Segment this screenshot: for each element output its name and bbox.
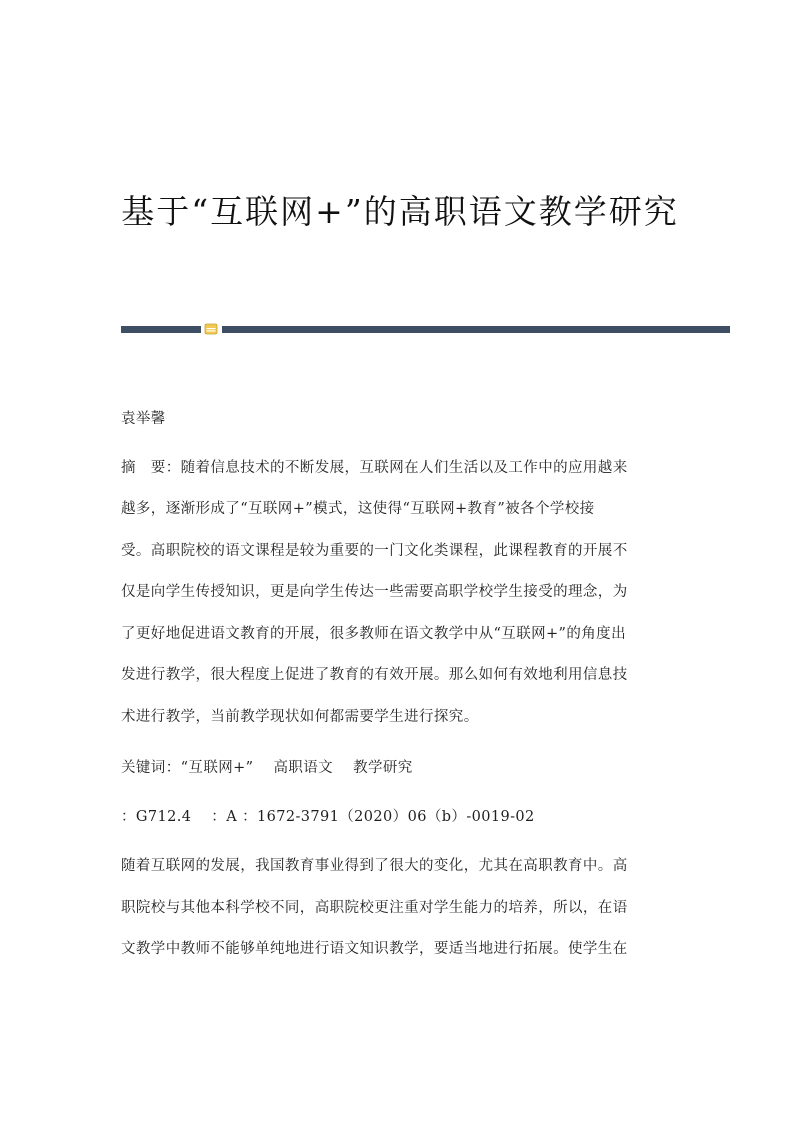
abstract-line: 仅是向学生传授知识，更是向学生传达一些需要高职学校学生接受的理念，为 (121, 584, 628, 600)
abstract-line: 越多，逐渐形成了“互联网+”模式，这使得“互联网+教育”被各个学校接 (121, 501, 595, 517)
keywords-line (121, 758, 681, 778)
folder-icon (204, 322, 218, 335)
body-line: 职院校与其他本科学校不同，高职院校更注重对学生能力的培养，所以，在语 (121, 900, 628, 916)
keyword: 高职语文 (273, 760, 334, 776)
abstract-line: 了更好地促进语文教育的开展，很多教师在语文教学中从“互联网+”的角度出 (121, 626, 626, 642)
keyword: 教学研究 (353, 760, 413, 776)
body-line: 随着互联网的发展，我国教育事业得到了很大的变化，尤其在高职教育中。高 (121, 858, 628, 874)
abstract-line: 发进行教学，很大程度上促进了教育的有效开展。那么如何有效地利用信息技 (121, 667, 628, 683)
classification-line: ：G712.4 ：A ：1672-3791（2020）06（b）-0019-02 (121, 809, 535, 825)
title-divider-right (222, 326, 730, 333)
keywords-label: 关键词： (121, 760, 181, 776)
abstract-line: 摘 要：随着信息技术的不断发展，互联网在人们生活以及工作中的应用越来 (121, 460, 628, 476)
body-line: 文教学中教师不能够单纯地进行语文知识教学，要适当地进行拓展。使学生在 (121, 941, 628, 957)
author-name: 袁举馨 (121, 411, 166, 427)
abstract-line: 受。高职院校的语文课程是较为重要的一门文化类课程，此课程教育的开展不 (121, 543, 628, 559)
keyword: “互联网+” (180, 760, 254, 776)
title-divider-left (121, 326, 201, 333)
abstract-line: 术进行教学，当前教学现状如何都需要学生进行探究。 (121, 709, 479, 725)
document-title: 基于“互联网+”的高职语文教学研究 (121, 192, 679, 231)
